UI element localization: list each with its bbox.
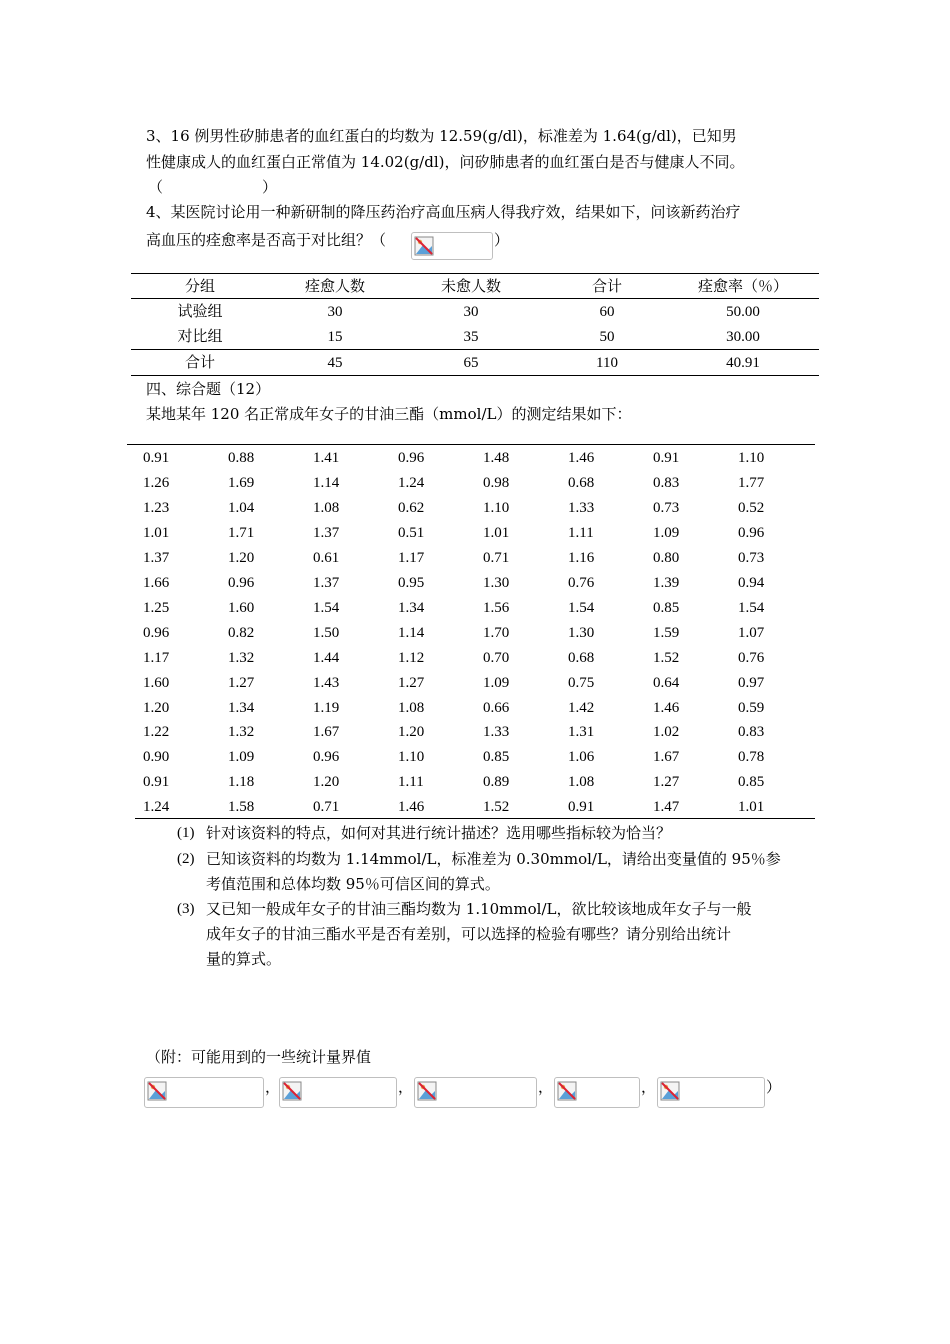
data-cell: 0.73	[738, 549, 765, 566]
data-cell: 1.46	[568, 450, 595, 466]
table1-cell: 60	[599, 304, 615, 320]
table1-header: 痊愈率（％）	[697, 279, 788, 295]
data-cell: 0.59	[738, 699, 765, 716]
data-cell: 1.20	[398, 724, 425, 741]
data-cell: 1.27	[228, 674, 255, 691]
data-cell: 1.23	[143, 499, 170, 516]
data-top-rule	[127, 444, 815, 445]
data-cell: 1.09	[653, 524, 680, 541]
data-cell: 1.27	[398, 674, 425, 691]
data-cell: 1.08	[313, 499, 340, 516]
data-cell: 0.61	[313, 549, 340, 566]
table1-cell: 30	[463, 304, 479, 320]
data-cell: 0.52	[738, 499, 765, 516]
table1-cell: 合计	[184, 355, 215, 371]
subquestion-line: 已知该资料的均数为 1.14mmol/L，标准差为 0.30mmol/L，请给出变量值的 95％参	[206, 850, 781, 868]
data-cell: 1.14	[313, 474, 340, 491]
data-cell: 1.26	[143, 474, 170, 491]
table1-cell: 试验组	[177, 304, 223, 320]
data-cell: 0.68	[568, 474, 595, 491]
critical-value-image-placeholder	[279, 1077, 397, 1108]
data-cell: 1.46	[653, 699, 680, 716]
data-cell: 1.06	[568, 749, 595, 766]
data-cell: 1.11	[568, 524, 594, 541]
data-cell: 1.14	[398, 624, 425, 641]
data-cell: 0.90	[143, 749, 170, 766]
data-cell: 1.60	[228, 599, 255, 616]
question4-line1: 4、某医院讨论用一种新研制的降压药治疗高血压病人得我疗效，结果如下，问该新药治疗	[146, 203, 741, 221]
subquestion-number: (2)	[177, 851, 195, 867]
data-cell: 1.11	[398, 774, 424, 791]
data-cell: 0.64	[653, 674, 680, 691]
data-cell: 0.62	[398, 499, 425, 516]
data-cell: 1.50	[313, 624, 340, 641]
data-cell: 1.17	[143, 649, 170, 666]
data-cell: 0.95	[398, 574, 425, 591]
table1-cell: 30.00	[726, 329, 760, 345]
data-cell: 1.54	[313, 599, 340, 616]
answer-image-placeholder	[411, 232, 493, 260]
data-cell: 1.16	[568, 549, 595, 566]
data-cell: 1.09	[228, 749, 255, 766]
data-cell: 1.10	[398, 749, 425, 766]
data-cell: 1.54	[738, 599, 765, 616]
data-cell: 1.30	[568, 624, 595, 641]
table1-cell: 50	[599, 329, 615, 345]
subquestion-line: 考值范围和总体均数 95％可信区间的算式。	[206, 875, 500, 893]
table1-cell: 45	[327, 355, 343, 371]
data-cell: 1.07	[738, 624, 765, 641]
subquestion-line: 又已知一般成年女子的甘油三酯均数为 1.10mmol/L，欲比较该地成年女子与一般	[206, 900, 752, 918]
data-cell: 0.91	[143, 774, 170, 791]
section4-intro: 某地某年 120 名正常成年女子的甘油三酯（mmol/L）的测定结果如下：	[146, 405, 632, 423]
data-cell: 1.69	[228, 474, 255, 491]
question3-answer-close: ）	[262, 178, 278, 196]
data-cell: 0.78	[738, 749, 765, 766]
data-cell: 1.47	[653, 799, 680, 816]
table1-cell: 65	[463, 355, 479, 371]
data-cell: 0.70	[483, 649, 510, 666]
data-cell: 1.20	[313, 774, 340, 791]
data-cell: 0.96	[143, 624, 170, 641]
data-cell: 1.27	[653, 774, 680, 791]
data-cell: 0.80	[653, 549, 680, 566]
data-cell: 0.85	[483, 749, 510, 766]
data-cell: 1.02	[653, 724, 680, 741]
broken-image-icon	[414, 236, 434, 256]
data-cell: 1.41	[313, 450, 340, 466]
data-cell: 1.19	[313, 699, 340, 716]
appendix-separator: ，	[538, 1078, 554, 1096]
data-cell: 1.60	[143, 674, 170, 691]
data-bottom-rule	[135, 818, 815, 819]
data-cell: 1.67	[653, 749, 680, 766]
data-cell: 1.32	[228, 724, 255, 741]
data-cell: 1.66	[143, 574, 170, 591]
data-cell: 1.24	[143, 799, 170, 816]
appendix-close: ）	[766, 1078, 782, 1096]
data-cell: 1.34	[398, 599, 425, 616]
subquestion-line: 成年女子的甘油三酯水平是否有差别，可以选择的检验有哪些？请分别给出统计	[206, 925, 732, 943]
data-cell: 1.58	[228, 799, 255, 816]
broken-image-icon	[282, 1081, 302, 1101]
subquestion-line: 量的算式。	[206, 950, 282, 968]
subquestion-number: (1)	[177, 825, 195, 841]
data-cell: 0.96	[738, 524, 765, 541]
data-cell: 1.32	[228, 649, 255, 666]
data-cell: 0.75	[568, 674, 595, 691]
data-cell: 1.52	[653, 649, 680, 666]
data-cell: 1.39	[653, 574, 680, 591]
data-cell: 1.20	[143, 699, 170, 716]
data-cell: 0.89	[483, 774, 510, 791]
data-cell: 0.76	[568, 574, 595, 591]
data-cell: 0.94	[738, 574, 765, 591]
question3-line1: 3、16 例男性矽肺患者的血红蛋白的均数为 12.59(g/dl)，标准差为 1.64(g/dl)，已知男	[146, 127, 737, 145]
data-cell: 1.52	[483, 799, 510, 816]
data-cell: 1.59	[653, 624, 680, 641]
data-cell: 1.54	[568, 599, 595, 616]
data-cell: 0.83	[653, 474, 680, 491]
data-cell: 0.98	[483, 474, 510, 491]
data-cell: 1.01	[483, 524, 510, 541]
table1-cell: 110	[596, 355, 618, 371]
data-cell: 1.70	[483, 624, 510, 641]
data-cell: 1.34	[228, 699, 255, 716]
data-cell: 1.01	[143, 524, 170, 541]
data-cell: 0.96	[313, 749, 340, 766]
data-cell: 1.33	[568, 499, 595, 516]
data-cell: 1.01	[738, 799, 765, 816]
data-cell: 0.88	[228, 450, 255, 466]
data-cell: 1.46	[398, 799, 425, 816]
data-cell: 0.83	[738, 724, 765, 741]
data-cell: 1.20	[228, 549, 255, 566]
data-cell: 1.30	[483, 574, 510, 591]
data-cell: 0.71	[313, 799, 340, 816]
data-cell: 1.09	[483, 674, 510, 691]
data-cell: 0.71	[483, 549, 510, 566]
data-cell: 1.37	[143, 549, 170, 566]
data-cell: 1.31	[568, 724, 595, 741]
data-cell: 1.37	[313, 524, 340, 541]
data-cell: 0.91	[568, 799, 595, 816]
table1-bottom-rule	[131, 375, 819, 376]
data-cell: 0.76	[738, 649, 765, 666]
data-cell: 0.73	[653, 499, 680, 516]
table1-cell: 40.91	[726, 355, 760, 371]
data-cell: 0.51	[398, 524, 425, 541]
subquestion-number: (3)	[177, 901, 195, 917]
data-cell: 0.96	[398, 450, 425, 466]
broken-image-icon	[660, 1081, 680, 1101]
table1-cell: 15	[327, 329, 343, 345]
section4-title: 四、综合题（12）	[146, 380, 271, 398]
table1-total-rule	[131, 349, 819, 350]
data-cell: 1.18	[228, 774, 255, 791]
critical-value-image-placeholder	[144, 1077, 264, 1108]
critical-value-image-placeholder	[414, 1077, 537, 1108]
data-cell: 1.24	[398, 474, 425, 491]
data-cell: 1.10	[738, 450, 765, 466]
table1-top-rule	[131, 273, 819, 274]
data-cell: 1.25	[143, 599, 170, 616]
critical-value-image-placeholder	[554, 1077, 640, 1108]
subquestion-line: 针对该资料的特点，如何对其进行统计描述？选用哪些指标较为恰当？	[206, 824, 672, 842]
critical-value-image-placeholder	[657, 1077, 765, 1108]
data-cell: 0.85	[738, 774, 765, 791]
data-cell: 0.82	[228, 624, 255, 641]
data-cell: 1.17	[398, 549, 425, 566]
data-cell: 1.10	[483, 499, 510, 516]
data-cell: 0.96	[228, 574, 255, 591]
broken-image-icon	[417, 1081, 437, 1101]
data-cell: 1.22	[143, 724, 170, 741]
question4-line2: 高血压的痊愈率是否高于对比组？（	[146, 231, 387, 249]
data-cell: 1.08	[568, 774, 595, 791]
data-cell: 1.43	[313, 674, 340, 691]
data-cell: 1.48	[483, 450, 510, 466]
data-cell: 1.12	[398, 649, 425, 666]
data-cell: 1.33	[483, 724, 510, 741]
data-cell: 1.37	[313, 574, 340, 591]
table1-header: 合计	[591, 279, 622, 295]
table1-header: 分组	[184, 279, 215, 295]
question3-line2: 性健康成人的血红蛋白正常值为 14.02(g/dl)，问矽肺患者的血红蛋白是否与健康人不同。	[146, 153, 745, 171]
data-cell: 1.04	[228, 499, 255, 516]
data-cell: 1.71	[228, 524, 255, 541]
data-cell: 0.91	[653, 450, 680, 466]
data-cell: 0.68	[568, 649, 595, 666]
question3-answer-open: （	[148, 178, 164, 196]
appendix-separator: ，	[641, 1078, 657, 1096]
data-cell: 1.44	[313, 649, 340, 666]
data-cell: 1.08	[398, 699, 425, 716]
appendix-separator: ，	[398, 1078, 414, 1096]
data-cell: 0.97	[738, 674, 765, 691]
table1-cell: 50.00	[726, 304, 760, 320]
table1-cell: 30	[327, 304, 343, 320]
table1-cell: 对比组	[177, 329, 223, 345]
data-cell: 0.66	[483, 699, 510, 716]
appendix-label: （附：可能用到的一些统计量界值	[146, 1048, 372, 1066]
appendix-separator: ，	[265, 1078, 281, 1096]
table1-header: 痊愈人数	[304, 279, 365, 295]
table1-cell: 35	[463, 329, 479, 345]
data-cell: 0.85	[653, 599, 680, 616]
question4-close: ）	[494, 231, 510, 249]
data-cell: 1.56	[483, 599, 510, 616]
table1-header: 未愈人数	[440, 279, 501, 295]
broken-image-icon	[147, 1081, 167, 1101]
data-cell: 1.67	[313, 724, 340, 741]
broken-image-icon	[557, 1081, 577, 1101]
data-cell: 1.42	[568, 699, 595, 716]
data-cell: 0.91	[143, 450, 170, 466]
data-cell: 1.77	[738, 474, 765, 491]
